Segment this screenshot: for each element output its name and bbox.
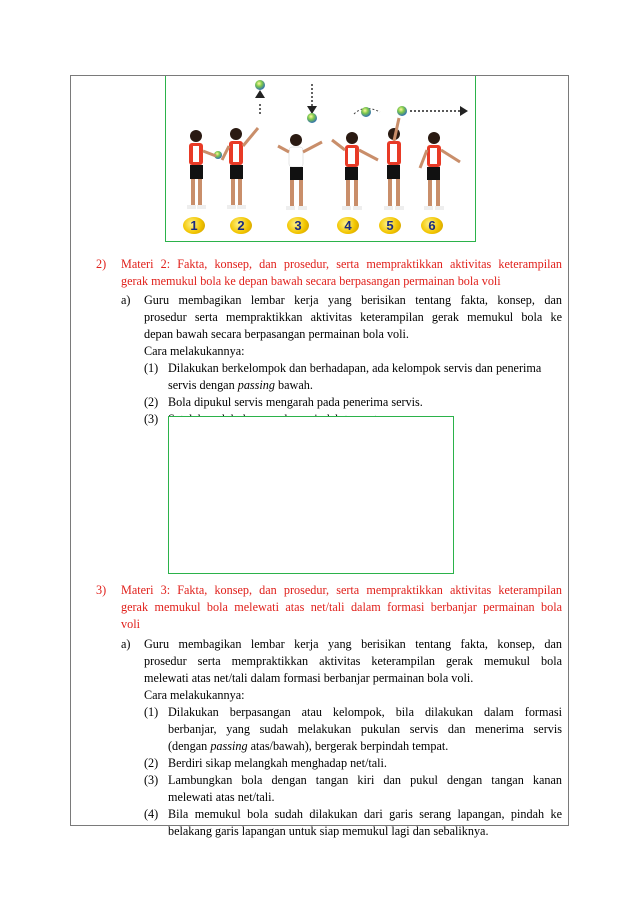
step-badge: 1 — [183, 217, 205, 234]
paragraph-line: Guru membagikan lembar kerja yang berisikan tentang fakta, konsep, dan — [144, 637, 562, 651]
step-line: Bola dipukul servis mengarah pada penerima servis. — [168, 395, 423, 409]
step-badge: 5 — [379, 217, 401, 234]
paragraph-line: depan bawah secara berpasangan permainan bola voli. — [144, 327, 409, 341]
section-title-line: voli — [121, 617, 140, 631]
section-number: 3) — [96, 583, 107, 597]
serve-sequence-illustration — [166, 76, 474, 240]
section-number: 2) — [96, 257, 107, 271]
step-line: melewati atas net/tali. — [168, 790, 275, 804]
step-marker: (2) — [144, 395, 159, 409]
step-marker: (1) — [144, 705, 159, 719]
how-label: Cara melakukannya: — [144, 688, 245, 702]
step-marker: (3) — [144, 773, 159, 787]
player-figures — [187, 118, 460, 210]
section-title-line: Materi 3: Fakta, konsep, dan prosedur, serta mempraktikkan aktivitas keterampilan — [121, 583, 562, 597]
step-line: Bila memukul bola sudah dilakukan dari garis serang lapangan, pindah ke — [168, 807, 562, 821]
step-line: Dilakukan berpasangan atau kelompok, bila dilakukan dalam formasi — [168, 705, 562, 719]
step-marker: (2) — [144, 756, 159, 770]
paragraph-line: melewati atas net/tali dalam formasi berbanjar permainan bola voli. — [144, 671, 474, 685]
section-title-line: gerak memukul bola melewati atas net/tali dalam formasi berbanjar permainan bola — [121, 600, 562, 614]
image-placeholder-box — [168, 416, 454, 574]
step-line: berbanjar, yang sudah melakukan pukulan servis dan menerima servis — [168, 722, 562, 736]
item-marker: a) — [121, 293, 131, 307]
step-badge: 4 — [337, 217, 359, 234]
step-number-row — [166, 217, 475, 237]
step-line: (dengan passing atas/bawah), bergerak berpindah tempat. — [168, 739, 449, 753]
step-badge: 6 — [421, 217, 443, 234]
step-line: Berdiri sikap melangkah menghadap net/tali. — [168, 756, 387, 770]
step-line: Dilakukan berkelompok dan berhadapan, ada kelompok servis dan penerima — [168, 361, 542, 375]
step-line: servis dengan passing bawah. — [168, 378, 313, 392]
how-label: Cara melakukannya: — [144, 344, 245, 358]
step-marker: (3) — [144, 412, 159, 426]
step-badge: 2 — [230, 217, 252, 234]
serve-sequence-figure — [165, 76, 476, 242]
step-marker: (1) — [144, 361, 159, 375]
step-badge: 3 — [287, 217, 309, 234]
paragraph-line: prosedur serta mempraktikkan aktivitas keterampilan gerak memukul bola — [144, 654, 562, 668]
paragraph-line: prosedur serta mempraktikkan aktivitas keterampilan gerak memukul bola ke — [144, 310, 562, 324]
step-line: belakang garis lapangan untuk siap memukul lagi dan sebaliknya. — [168, 824, 489, 838]
paragraph-line: Guru membagikan lembar kerja yang berisikan tentang fakta, konsep, dan — [144, 293, 562, 307]
section-title-line: gerak memukul bola ke depan bawah secara berpasangan permainan bola voli — [121, 274, 501, 288]
item-marker: a) — [121, 637, 131, 651]
step-line: Lambungkan bola dengan tangan kiri dan pukul dengan tangan kanan — [168, 773, 562, 787]
step-marker: (4) — [144, 807, 159, 821]
section-title-line: Materi 2: Fakta, konsep, dan prosedur, serta mempraktikkan aktivitas keterampilan — [121, 257, 562, 271]
